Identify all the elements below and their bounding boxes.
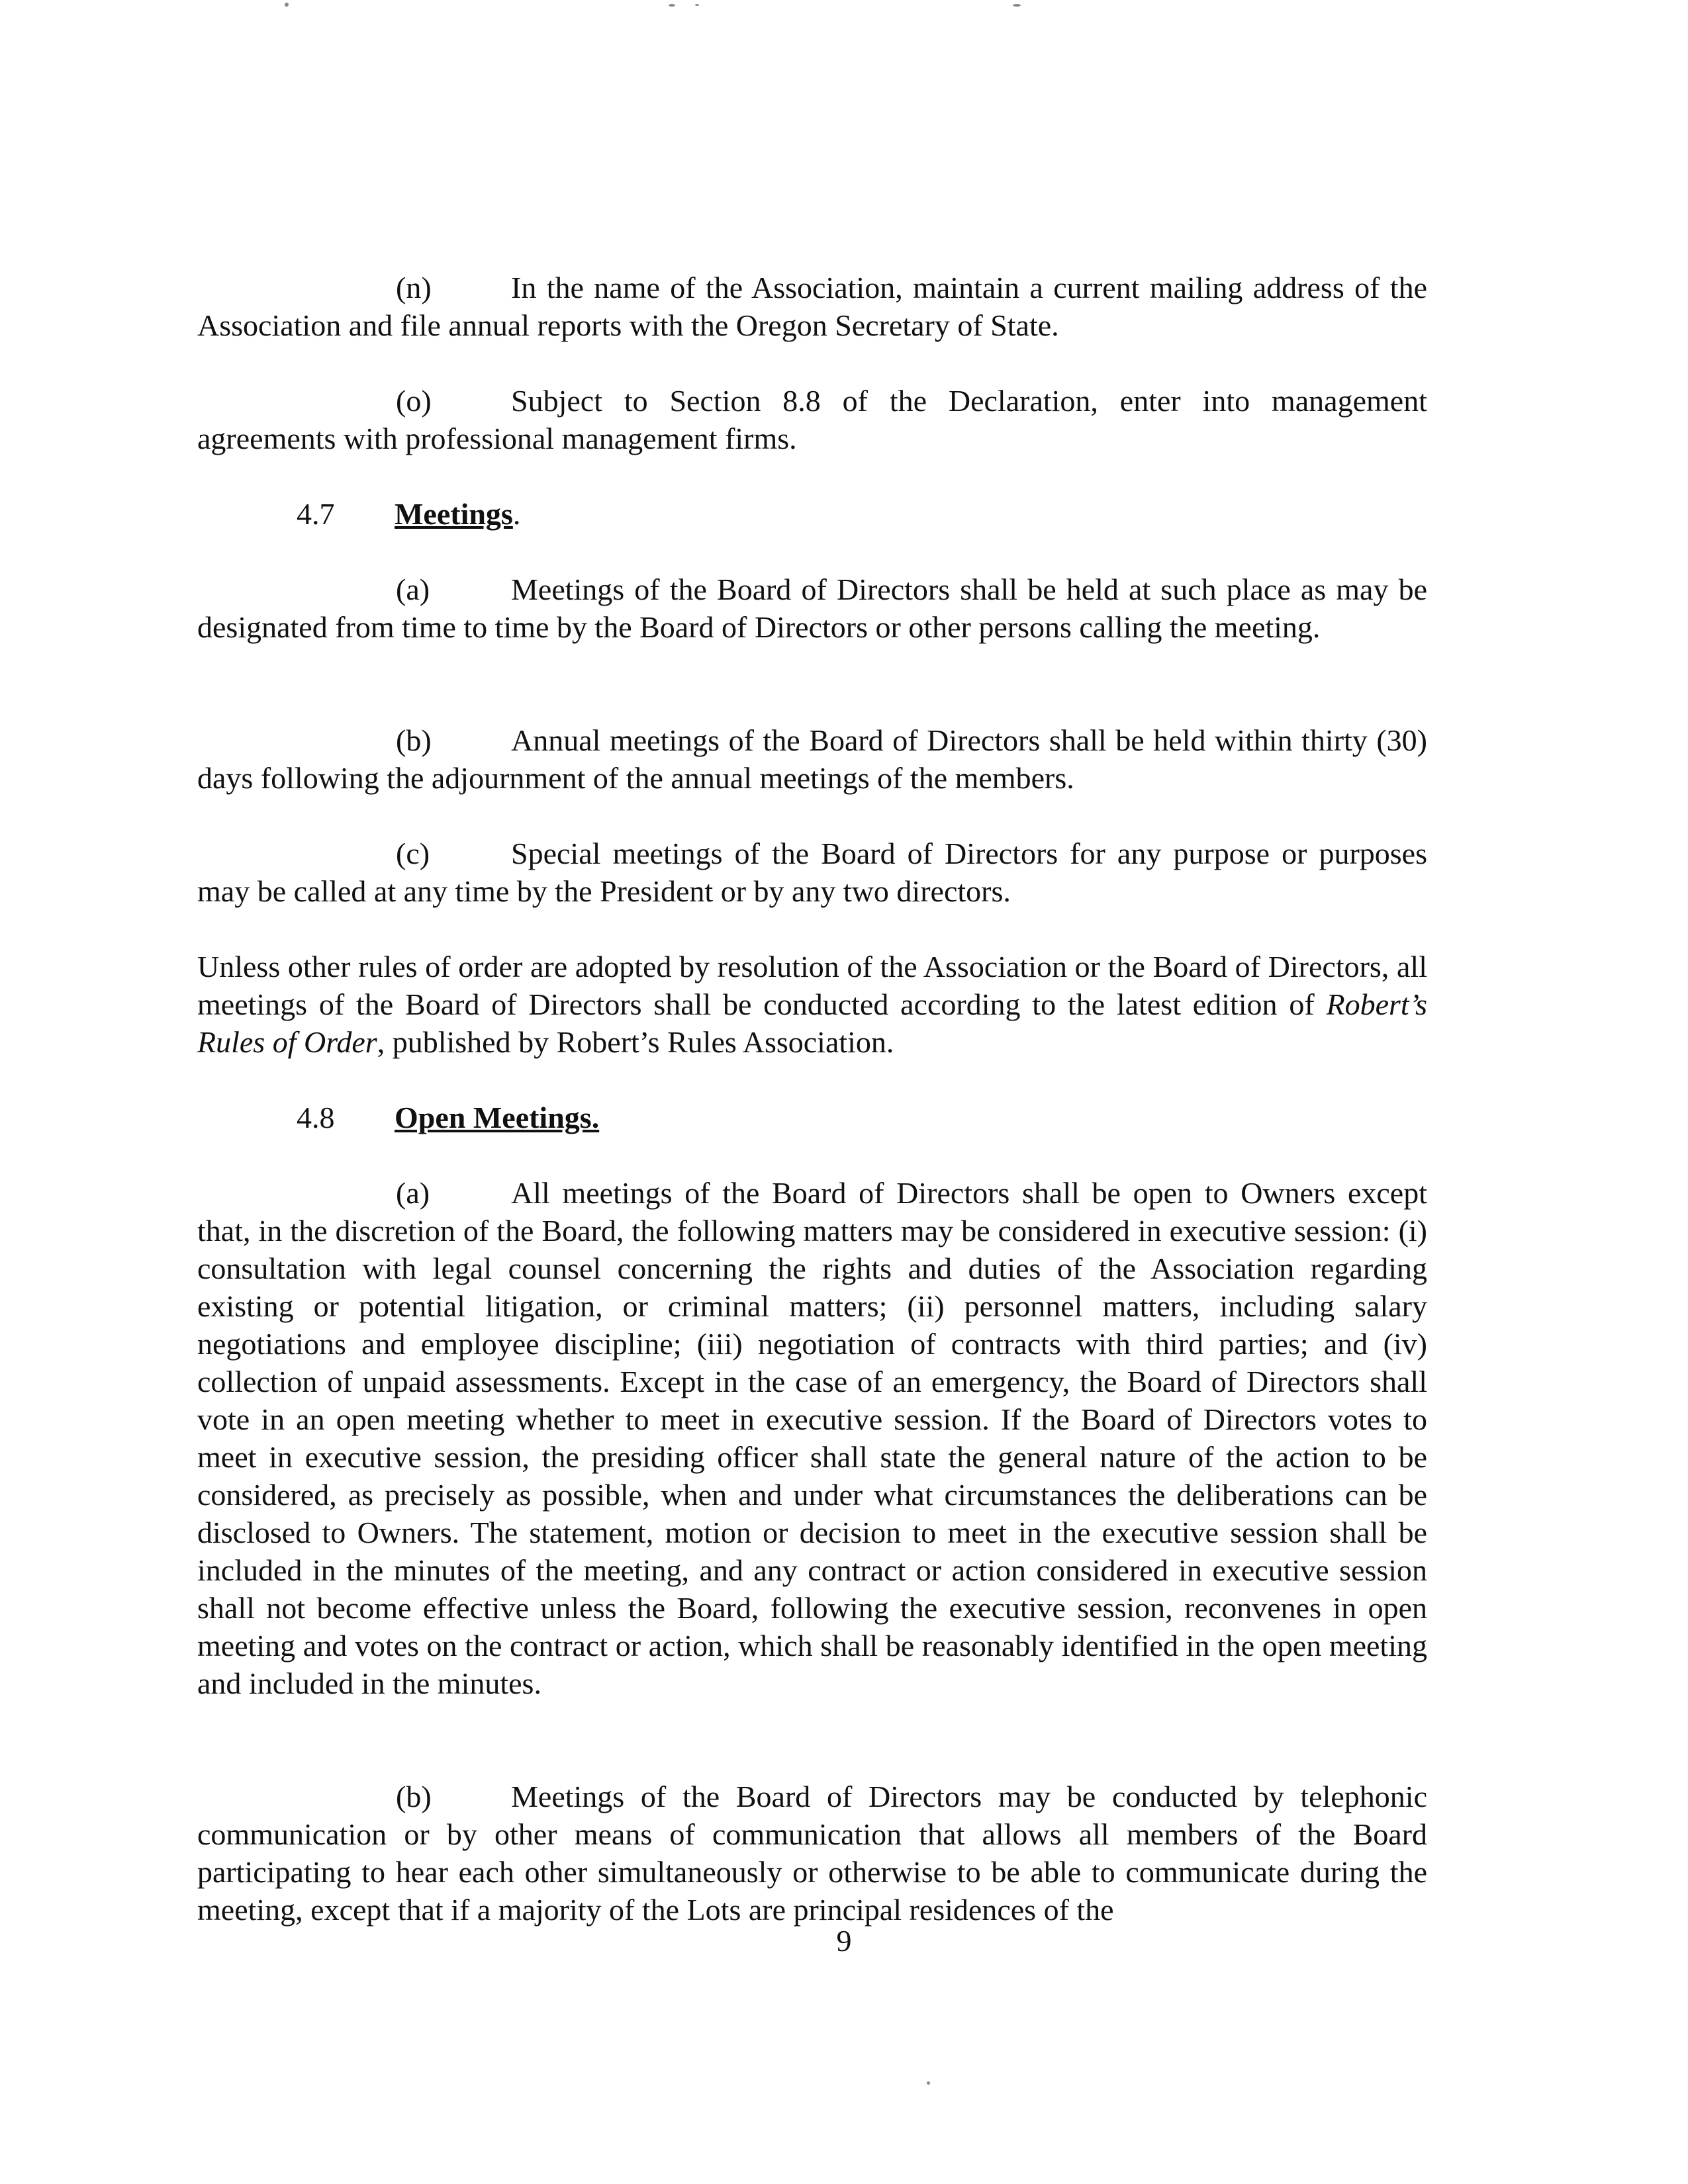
paragraph-4-7-a: [197, 570, 1427, 646]
section-number: 4.8: [297, 1101, 335, 1134]
paragraph-marker: (b): [396, 1780, 432, 1813]
paragraph-marker: (n): [396, 271, 432, 304]
paragraph-marker: (c): [396, 837, 430, 870]
paragraph-n: [197, 269, 1427, 344]
section-title-suffix: .: [512, 497, 521, 531]
paragraph-marker: (b): [396, 723, 432, 757]
paragraph-marker: (a): [396, 572, 430, 606]
paragraph-text: In the name of the Association, maintain a current mailing address of the Association and file annual reports with the Oregon Secretary of State.: [197, 271, 1427, 342]
section-heading-4-7: [297, 495, 520, 533]
paragraph-4-8-b: [197, 1778, 1427, 1929]
scan-speck: [285, 3, 289, 7]
paragraph-text: Meetings of the Board of Directors may be conducted by telephonic communication or by other means of communication that allows all members of the Board participating to hear each other simultaneously or otherwise to be able to communicate during the meeting, except that if a majority of the Lots are principal residences of the: [197, 1780, 1427, 1927]
paragraph-4-7-b: [197, 721, 1427, 797]
section-title: Open Meetings.: [395, 1101, 600, 1134]
paragraph-text: All meetings of the Board of Directors shall be open to Owners except that, in the discretion of the Board, the following matters may be considered in executive session: (i) consultation with legal counsel concerning the rights and duties of the Association regarding existing or potential litigation, or criminal matters; (ii) personnel matters, including salary negotiations and employee discipline; (iii) negotiation of contracts with third parties; and (iv) collection of unpaid assessments. Except in the case of an emergency, the Board of Directors shall vote in an open meeting whether to meet in executive session. If the Board of Directors votes to meet in executive session, the presiding officer shall state the general nature of the action to be considered, as precisely as possible, when and under what circumstances the deliberations can be disclosed to Owners. The statement, motion or decision to meet in the executive session shall be included in the minutes of the meeting, and any contract or action considered in executive session shall not become effective unless the Board, following the executive session, reconvenes in open meeting and votes on the contract or action, which shall be reasonably identified in the open meeting and included in the minutes.: [197, 1176, 1427, 1700]
rules-text-before: Unless other rules of order are adopted by resolution of the Association or the Board of Directors, all meetings of the Board of Directors shall be conducted according to the latest edition of: [197, 950, 1427, 1021]
section-heading-4-8: [297, 1099, 599, 1136]
paragraph-marker: (a): [396, 1176, 430, 1210]
paragraph-text: Meetings of the Board of Directors shall be held at such place as may be designated from time to time by the Board of Directors or other persons calling the meeting.: [197, 572, 1427, 644]
scan-speck: [1013, 4, 1021, 7]
paragraph-text: Subject to Section 8.8 of the Declaration, enter into management agreements with professional management firms.: [197, 384, 1427, 455]
rules-italic-title: Robert’s Rules of Order: [197, 987, 1427, 1059]
scan-speck: [669, 4, 675, 7]
paragraph-o: [197, 382, 1427, 457]
paragraph-text: Annual meetings of the Board of Directors shall be held within thirty (30) days following the adjournment of the annual meetings of the members.: [197, 723, 1427, 795]
rules-text-after: , published by Robert’s Rules Association.: [377, 1025, 894, 1059]
section-title: Meetings: [395, 497, 513, 531]
paragraph-marker: (o): [396, 384, 432, 418]
paragraph-4-8-a: [197, 1174, 1427, 1702]
paragraph-4-7-c: [197, 835, 1427, 910]
section-number: 4.7: [297, 497, 335, 531]
scan-speck: [695, 4, 699, 6]
scan-speck: [927, 2081, 930, 2085]
paragraph-rules-of-order: [197, 948, 1427, 1061]
paragraph-text: Special meetings of the Board of Directors for any purpose or purposes may be called at any time by the President or by any two directors.: [197, 837, 1427, 908]
page-number: 9: [836, 1924, 852, 1958]
